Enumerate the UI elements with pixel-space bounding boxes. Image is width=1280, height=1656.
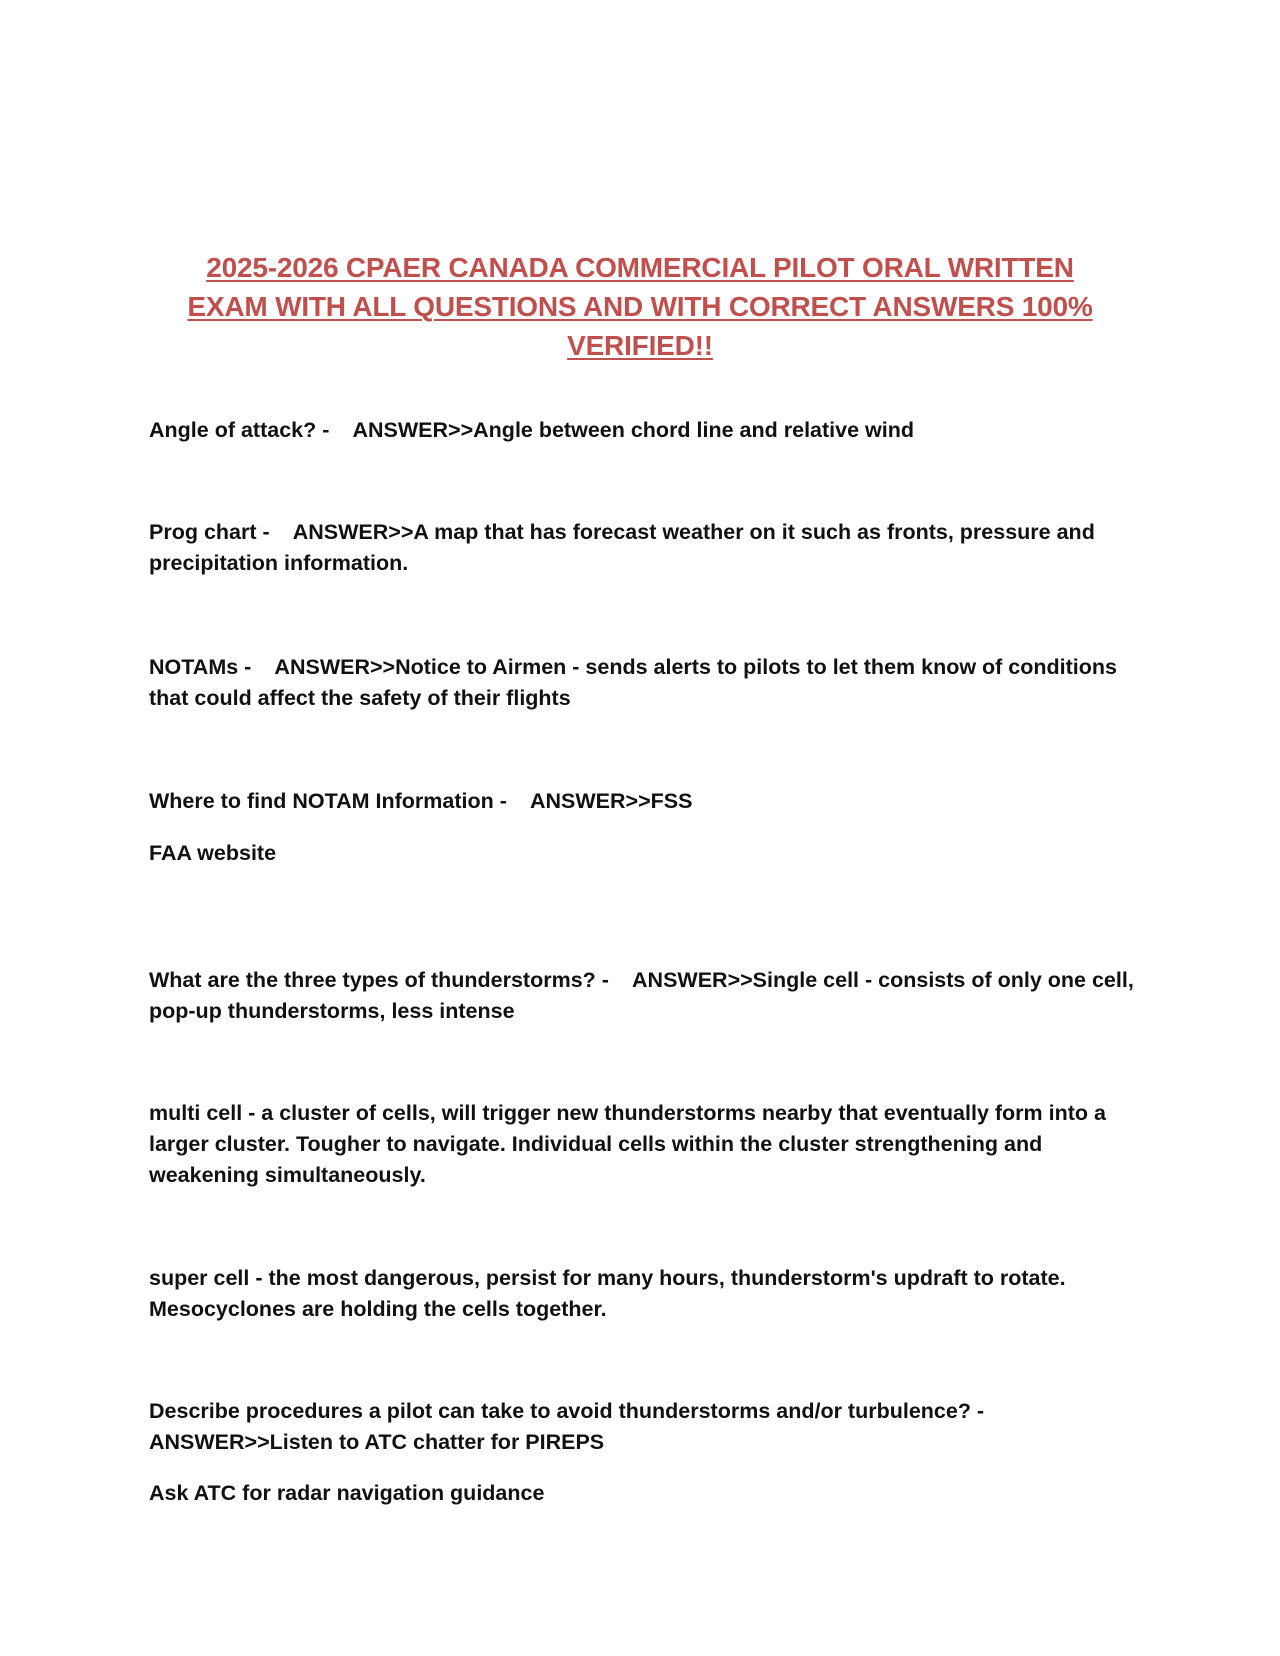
title-line-1: 2025-2026 CPAER CANADA COMMERCIAL PILOT ORAL WRITTEN — [206, 252, 1074, 283]
answer-text: ANSWER>>Angle between chord line and relative wind — [352, 418, 914, 442]
title-line-2: EXAM WITH ALL QUESTIONS AND WITH CORRECT ANSWERS 100% — [187, 291, 1093, 322]
qa-item-angle-of-attack — [149, 415, 1139, 446]
answer-continuation-radar-guidance — [149, 1478, 1139, 1509]
qa-item-prog-chart — [149, 517, 1139, 579]
question-text: Angle of attack? - — [149, 418, 353, 442]
question-text: Where to find NOTAM Information - — [149, 789, 530, 813]
answer-text: ANSWER>>A map that has forecast weather on it such as fronts, pressure and precipitation information. — [149, 520, 1101, 575]
answer-text: ANSWER>>Notice to Airmen - sends alerts to pilots to let them know of conditions that could affect the safety of their flights — [149, 655, 1123, 710]
qa-item-notams — [149, 652, 1139, 714]
qa-item-thunderstorm-types — [149, 965, 1139, 1027]
answer-text: ANSWER>>Listen to ATC chatter for PIREPS — [149, 1430, 605, 1454]
qa-item-avoid-thunderstorms — [149, 1396, 1139, 1458]
paragraph-text: super cell - the most dangerous, persist for many hours, thunderstorm's updraft to rotate. Mesocyclones are holding the cells together. — [149, 1266, 1066, 1321]
answer-continuation-super-cell — [149, 1263, 1139, 1325]
question-text: Prog chart - — [149, 520, 293, 544]
paragraph-text: multi cell - a cluster of cells, will trigger new thunderstorms nearby that eventually form into a larger cluster. Tougher to navigate. Individual cells within the cluster strengthening and weakening simultaneously. — [149, 1101, 1106, 1187]
answer-text: ANSWER>>Single cell - consists of only one cell, pop-up thunderstorms, less intense — [149, 968, 1140, 1023]
question-text: What are the three types of thunderstorms? - — [149, 968, 633, 992]
paragraph-text: FAA website — [149, 841, 277, 865]
question-text: Describe procedures a pilot can take to avoid thunderstorms and/or turbulence? - — [149, 1399, 990, 1423]
paragraph-text: Ask ATC for radar navigation guidance — [149, 1481, 545, 1505]
title-line-3: VERIFIED!! — [567, 330, 713, 361]
answer-continuation-faa-website — [149, 838, 1139, 869]
answer-text: ANSWER>>FSS — [530, 789, 693, 813]
qa-item-notam-information — [149, 786, 1139, 817]
document-title — [140, 248, 1140, 365]
question-text: NOTAMs - — [149, 655, 275, 679]
answer-continuation-multi-cell — [149, 1098, 1139, 1191]
